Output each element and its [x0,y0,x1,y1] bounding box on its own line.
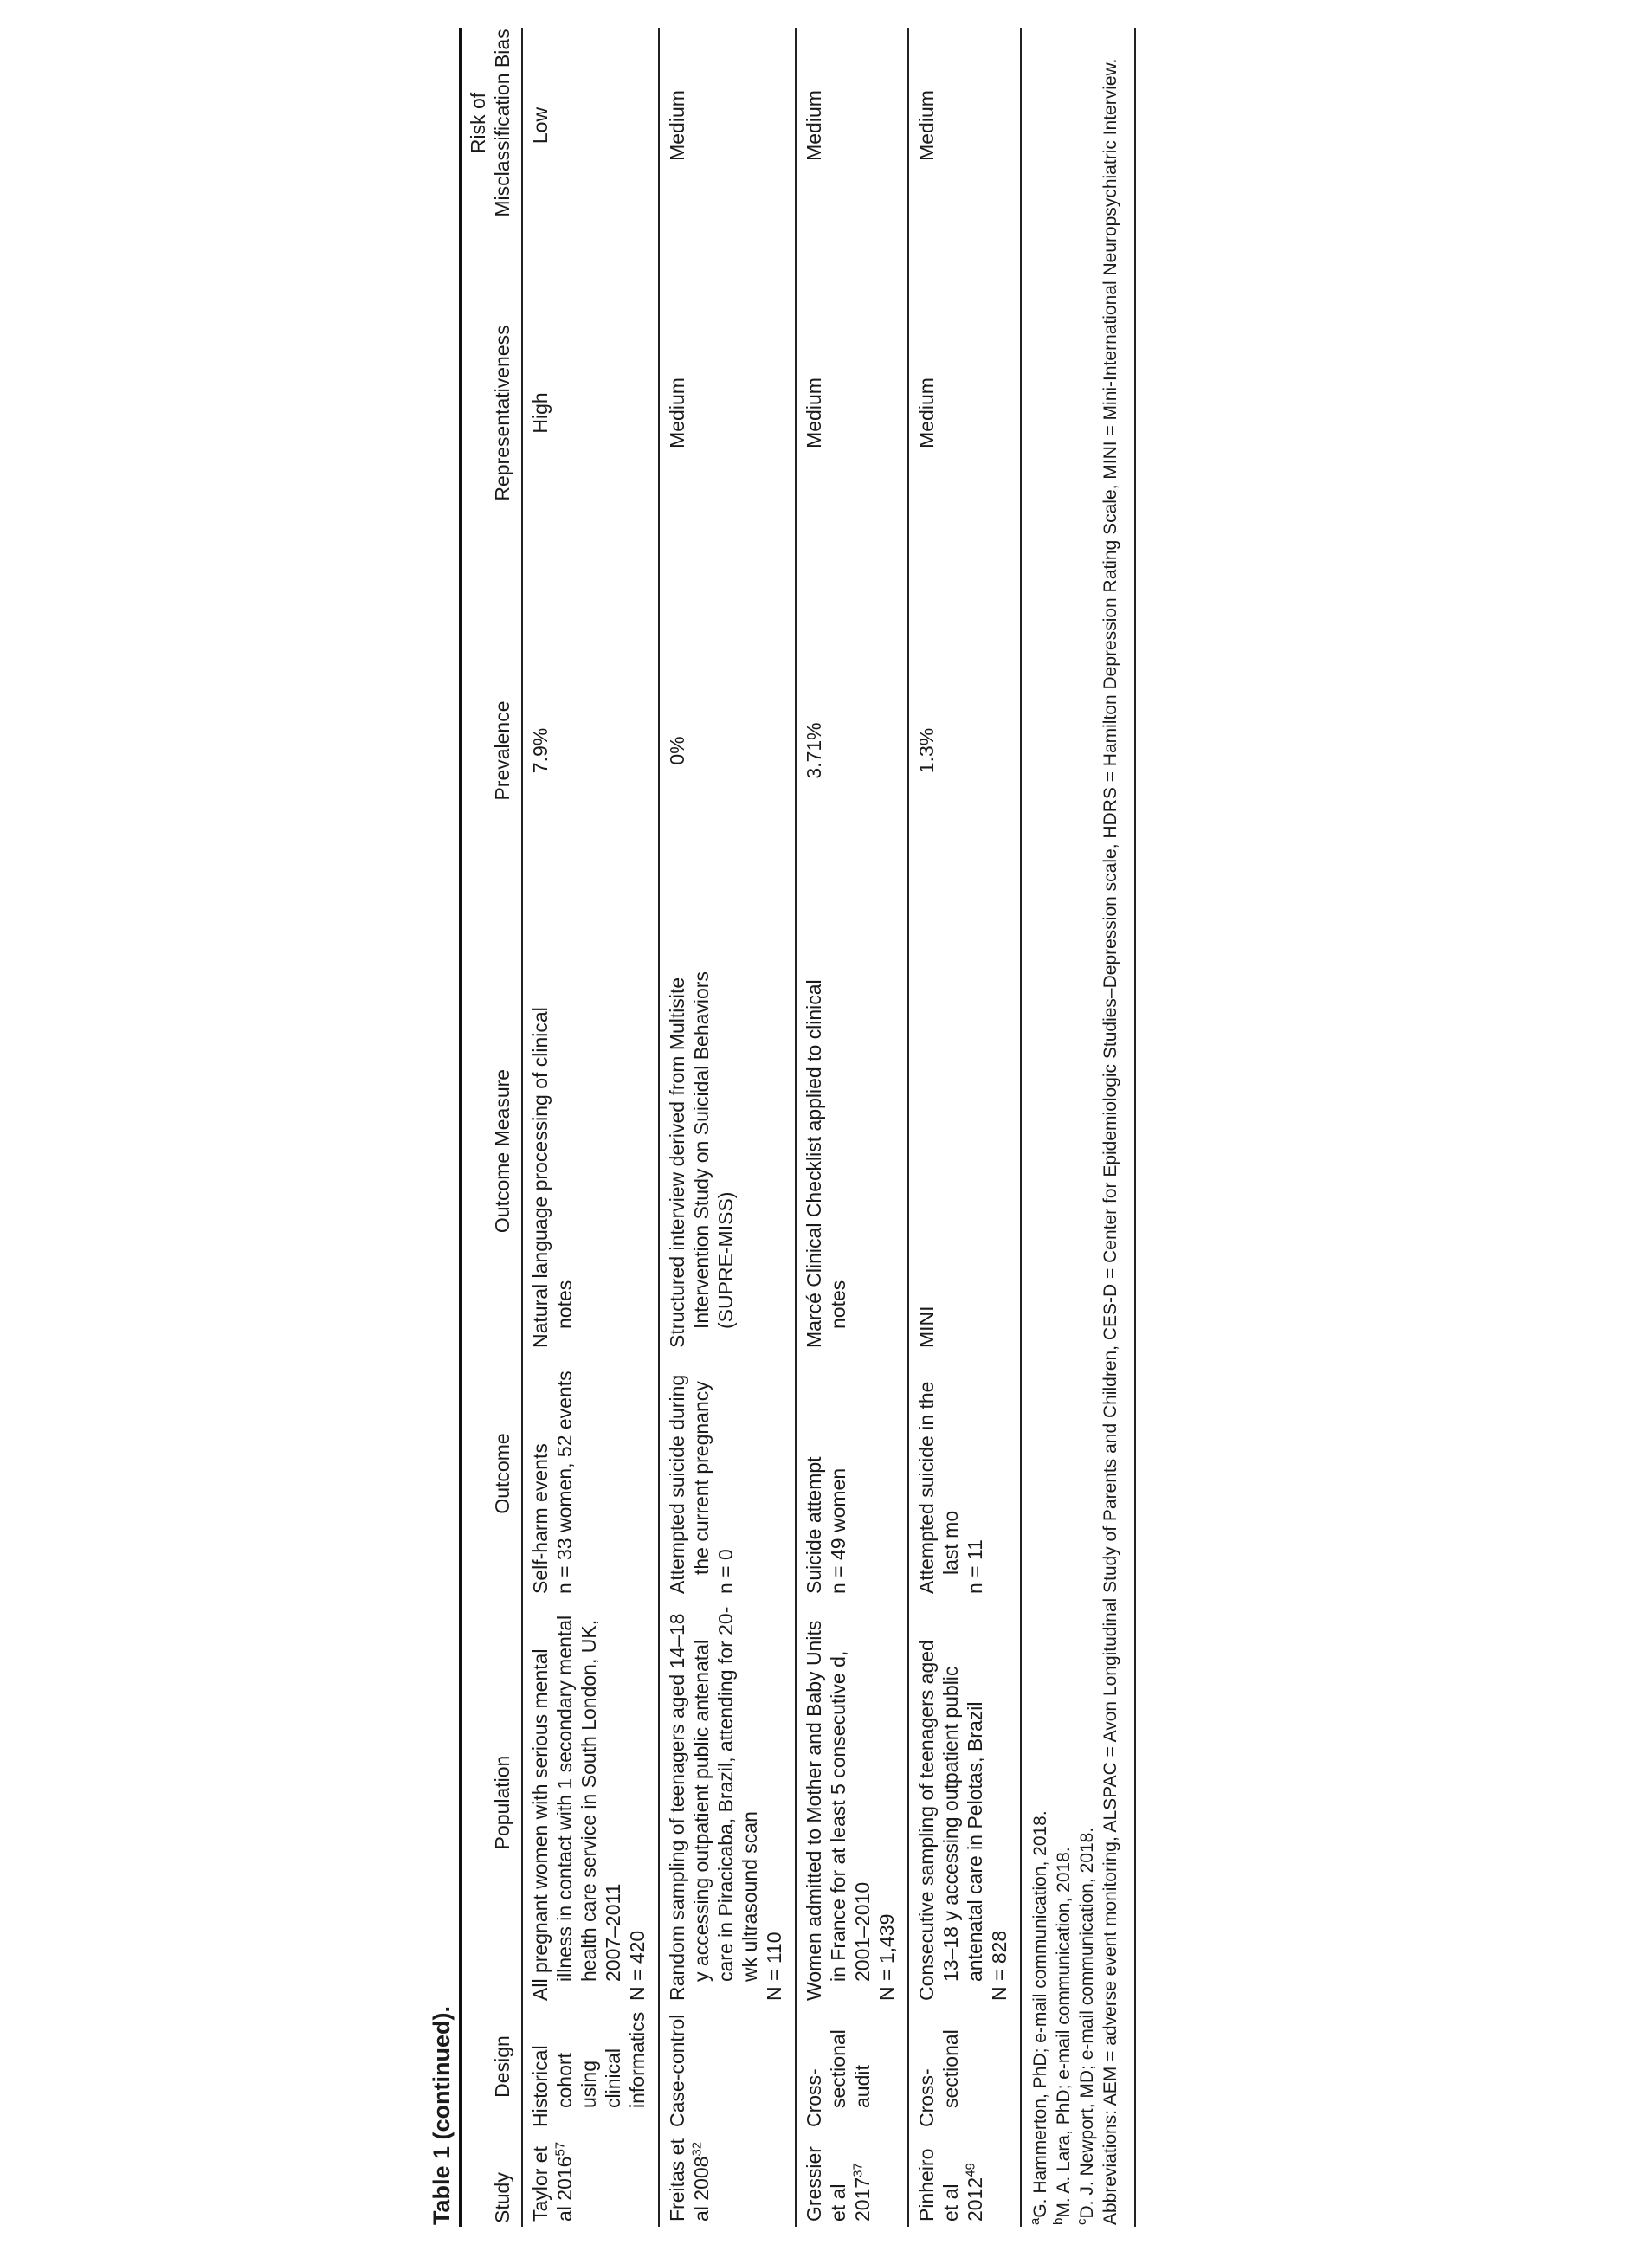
footnote-mark: c [1074,2218,1089,2225]
study-ref: 57 [552,2141,568,2157]
population-text: Consecutive sampling of teenagers aged 13–18 y accessing outpatient public antenatal care in Pelotas, Brazil [915,1640,986,2001]
cell-study [659,2127,796,2227]
cell-design: Historical cohort using clinical informatics [522,2006,659,2127]
outcome-n: n = 0 [714,1549,737,1594]
population-text: Women admitted to Mother and Baby Units in France for at least 5 consecutive d, 2001–2010 [803,1620,874,2001]
table-container [424,28,1136,2227]
cell-representativeness: Medium [908,279,1021,547]
data-table [462,28,1022,2227]
bottom-rule [1134,28,1136,2227]
cell-outcome-measure: Marcé Clinical Checklist applied to clinical notes [796,954,908,1348]
cell-outcome-measure: MINI [908,954,1021,1348]
outcome-text: Attempted suicide in the last mo [915,1381,962,1594]
footnote-text: G. Hammerton, PhD; e-mail communication, 2018. [1030,1810,1050,2218]
population-text: All pregnant women with serious mental illness in contact with 1 secondary mental health care service in South London, UK, 2007–2011 [529,1615,624,2001]
col-header-population: Population [462,1599,522,2006]
col-header-study: Study [462,2127,522,2227]
cell-design: Case-control [659,2006,796,2127]
table-row [659,28,796,2227]
cell-prevalence: 3.71% [796,547,908,954]
footnote-mark: a [1028,2217,1042,2225]
population-n: N = 420 [626,1930,649,2001]
col-header-risk: Risk of Misclassification Bias [462,28,522,279]
cell-design: Cross-sectional [908,2006,1021,2127]
study-ref: 37 [850,2163,866,2177]
cell-outcome-measure: Structured interview derived from Multisite Intervention Study on Suicidal Behaviors (SUPRE-MISS) [659,954,796,1348]
header-row [462,28,522,2227]
col-header-prevalence: Prevalence [462,547,522,954]
study-ref: 32 [689,2141,705,2157]
cell-representativeness: High [522,279,659,547]
footnote-mark: b [1051,2217,1066,2225]
study-name: Gressier et al 2017 [803,2146,874,2222]
table-row [796,28,908,2227]
population-n: N = 1,439 [875,1913,898,2001]
cell-prevalence: 1.3% [908,547,1021,954]
footnote [1075,28,1099,2225]
table-row [908,28,1021,2227]
cell-population [522,1599,659,2006]
cell-study [796,2127,908,2227]
footnote-text: D. J. Newport, MD; e-mail communication, 2018. [1077,1827,1097,2219]
cell-risk: Medium [659,28,796,279]
col-header-design: Design [462,2006,522,2127]
population-text: Random sampling of teenagers aged 14–18 y accessing outpatient public antenatal care in Piracicaba, Brazil, attending for 20-wk ultrasound scan [666,1606,761,2001]
footnote-text: M. A. Lara, PhD; e-mail communication, 2018. [1054,1847,1074,2218]
cell-prevalence: 0% [659,547,796,954]
study-name: Pinheiro et al 2012 [915,2148,986,2222]
col-header-outcome: Outcome [462,1348,522,1599]
cell-representativeness: Medium [659,279,796,547]
cell-risk: Medium [908,28,1021,279]
col-header-representativeness: Representativeness [462,279,522,547]
outcome-n: n = 33 women, 52 events [553,1371,576,1594]
table-row [522,28,659,2227]
footnotes [1022,28,1122,2227]
col-header-outcome-measure: Outcome Measure [462,954,522,1348]
cell-study [522,2127,659,2227]
cell-risk: Low [522,28,659,279]
outcome-text: Suicide attempt [803,1456,825,1594]
outcome-text: Self-harm events [529,1443,552,1594]
population-n: N = 110 [763,1932,785,2001]
footnote [1052,28,1075,2225]
cell-population [659,1599,796,2006]
cell-population [796,1599,908,2006]
study-name: Freitas et al 2008 [666,2138,713,2222]
cell-risk: Medium [796,28,908,279]
table-title: Table 1 (continued). [429,2005,455,2225]
footnote [1029,28,1052,2225]
outcome-n: n = 49 women [827,1467,849,1594]
population-n: N = 828 [988,1930,1010,2001]
cell-outcome [659,1348,796,1599]
cell-outcome-measure: Natural language processing of clinical notes [522,954,659,1348]
cell-study [908,2127,1021,2227]
cell-outcome [796,1348,908,1599]
cell-design: Cross-sectional audit [796,2006,908,2127]
study-name: Taylor et al 2016 [529,2146,576,2222]
study-ref: 49 [963,2163,978,2177]
cell-representativeness: Medium [796,279,908,547]
cell-population [908,1599,1021,2006]
outcome-n: n = 11 [964,1539,986,1594]
outcome-text: Attempted suicide during the current pregnancy [666,1374,713,1594]
abbreviations: Abbreviations: AEM = adverse event monitoring, ALSPAC = Avon Longitudinal Study of Parents and Children, CES-D = Center for Epidemiologic Studies–Depression scale, HDRS = Hamilton Depression Rating Scale, MINI = Mini-International Neuropsychiatric Interview. [1100,58,1120,2225]
cell-outcome [522,1348,659,1599]
cell-prevalence: 7.9% [522,547,659,954]
cell-outcome [908,1348,1021,1599]
